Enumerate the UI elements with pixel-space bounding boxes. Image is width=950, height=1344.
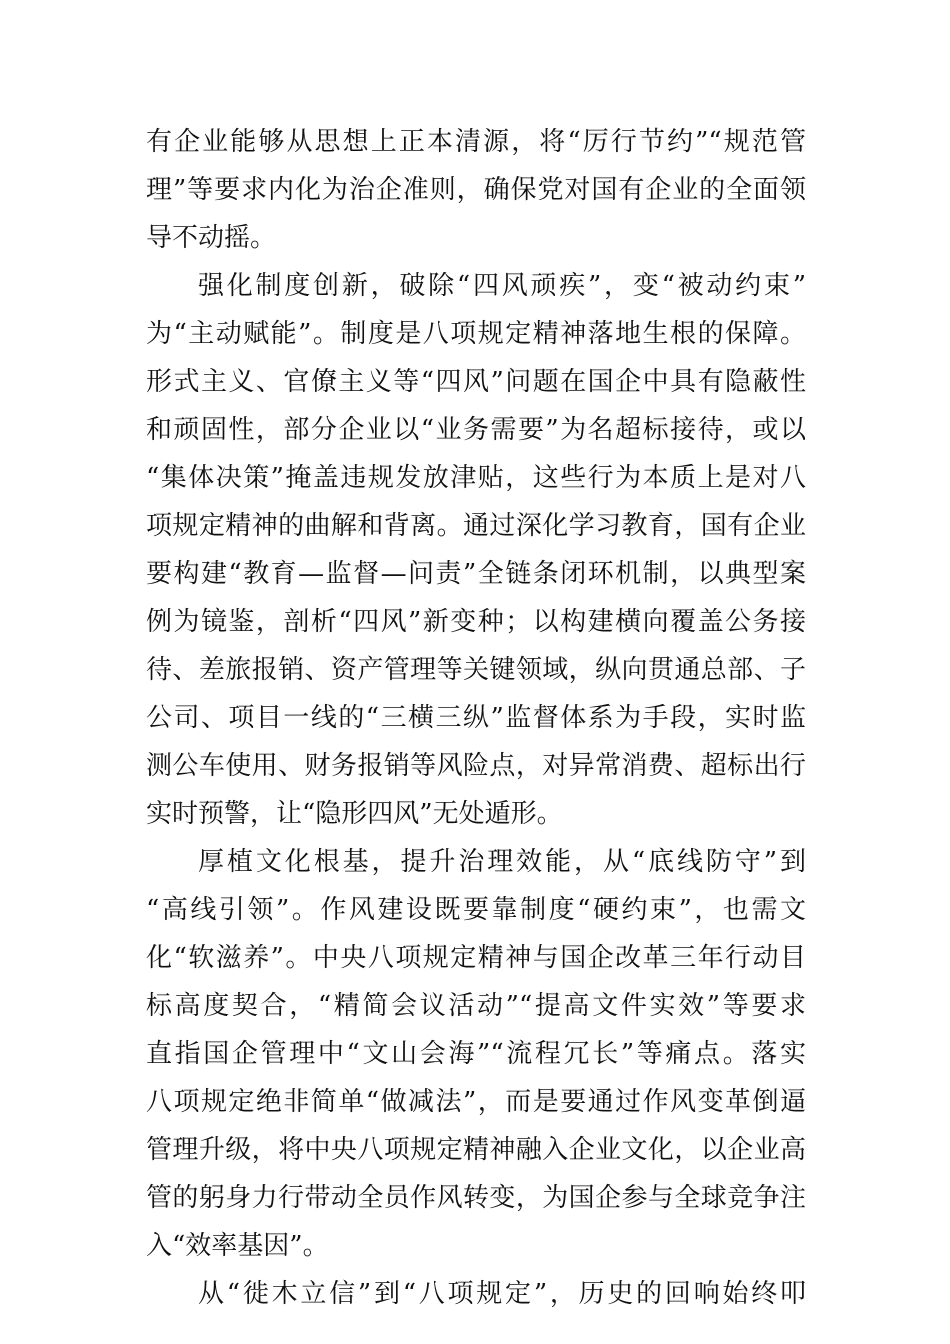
text-line: 公司、项目一线的“三横三纵”监督体系为手段，实时监	[146, 703, 806, 733]
text-line: 管理升级，将中央八项规定精神融入企业文化，以企业高	[146, 1135, 806, 1165]
text-line: 导不动摇。	[146, 223, 277, 253]
text-line: 测公车使用、财务报销等风险点，对异常消费、超标出行	[146, 751, 806, 781]
text-line: 待、差旅报销、资产管理等关键领域，纵向贯通总部、子	[146, 655, 806, 685]
text-line: 直指国企管理中“文山会海”“流程冗长”等痛点。落实	[146, 1039, 806, 1069]
text-line: 标高度契合，“精简会议活动”“提高文件实效”等要求	[146, 991, 806, 1021]
paragraph-first-line: 强化制度创新，破除“四风顽疾”，变“被动约束”	[198, 271, 806, 301]
text-line: 和顽固性，部分企业以“业务需要”为名超标接待，或以	[146, 415, 806, 445]
paragraph-first-line: 厚植文化根基，提升治理效能，从“底线防守”到	[198, 847, 806, 877]
text-line: 要构建“教育—监督—问责”全链条闭环机制，以典型案	[146, 559, 806, 589]
text-line: 项规定精神的曲解和背离。通过深化学习教育，国有企业	[146, 511, 806, 541]
text-line: 例为镜鉴，剖析“四风”新变种；以构建横向覆盖公务接	[146, 607, 806, 637]
text-line: 八项规定绝非简单“做减法”，而是要通过作风变革倒逼	[146, 1087, 806, 1117]
text-line: 实时预警，让“隐形四风”无处遁形。	[146, 799, 563, 829]
text-line: 有企业能够从思想上正本清源，将“厉行节约”“规范管	[146, 127, 806, 157]
article-body	[146, 118, 806, 1318]
text-line: 化“软滋养”。中央八项规定精神与国企改革三年行动目	[146, 943, 806, 973]
text-line: “集体决策”掩盖违规发放津贴，这些行为本质上是对八	[146, 463, 806, 493]
text-line: 形式主义、官僚主义等“四风”问题在国企中具有隐蔽性	[146, 367, 806, 397]
text-line: “高线引领”。作风建设既要靠制度“硬约束”，也需文	[146, 895, 806, 925]
text-line: 管的躬身力行带动全员作风转变，为国企参与全球竞争注	[146, 1183, 806, 1213]
text-line: 为“主动赋能”。制度是八项规定精神落地生根的保障。	[146, 319, 806, 349]
text-line: 入“效率基因”。	[146, 1231, 329, 1261]
text-line: 理”等要求内化为治企准则，确保党对国有企业的全面领	[146, 175, 806, 205]
paragraph-first-line: 从“徙木立信”到“八项规定”，历史的回响始终叩	[198, 1279, 806, 1309]
